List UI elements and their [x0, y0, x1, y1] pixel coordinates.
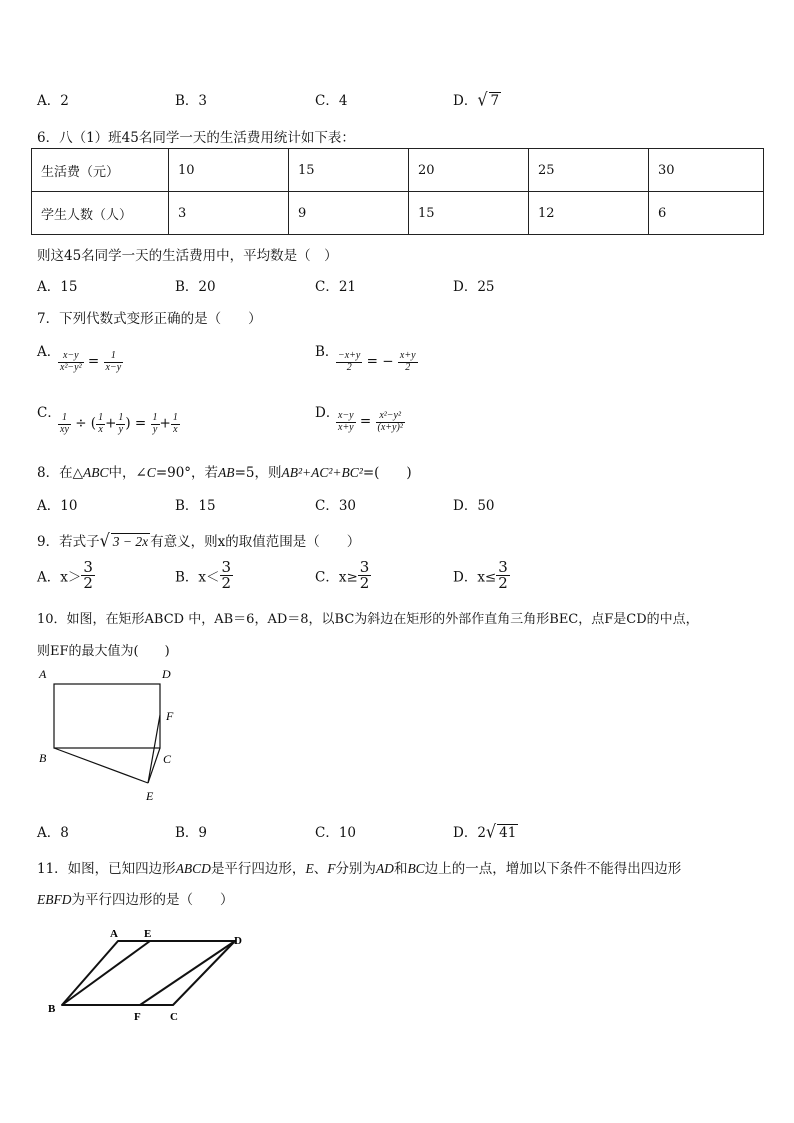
equals-sign: ) = — [125, 415, 147, 432]
q7-option-c-label[interactable]: C． — [37, 405, 61, 421]
q8-text: =5，则 — [234, 465, 282, 481]
table-cell: 10 — [169, 149, 289, 192]
fraction-numerator: 1 — [98, 412, 104, 423]
q9-option-label: C．x≥ — [315, 569, 358, 586]
fraction-numerator: 1 — [172, 412, 178, 423]
q6-stem: 6．八（1）班45名同学一天的生活费用统计如下表： — [37, 130, 355, 146]
fraction-numerator: 1 — [118, 412, 124, 423]
parallelogram-abcd — [62, 941, 235, 1005]
q8-text: 中，∠ — [108, 465, 147, 481]
q10-option-c[interactable]: C．10 — [315, 825, 357, 841]
q7-option-a-label[interactable]: A． — [37, 344, 61, 360]
q10-option-d-label: D．2 — [453, 825, 486, 841]
q7-option-b-expr — [336, 351, 418, 373]
q5-option-b[interactable]: B．3 — [175, 93, 208, 109]
q6-option-a[interactable]: A．15 — [37, 279, 78, 295]
q5-option-c[interactable]: C．4 — [315, 93, 348, 109]
q10-rectangle-figure — [30, 662, 200, 812]
segment-eb — [62, 941, 150, 1005]
table-row — [32, 149, 764, 192]
q11-text: 和 — [393, 861, 408, 877]
q11-text: 11．如图，已知四边形 — [37, 861, 176, 877]
fraction-denominator: x−y — [105, 361, 122, 373]
segment-ce — [148, 748, 160, 783]
fraction-numerator: 3 — [83, 558, 93, 576]
table-row — [32, 192, 764, 235]
sqrt-symbol-icon: √ — [477, 89, 488, 110]
table-cell: 学生人数（人） — [32, 192, 169, 235]
segment-be — [54, 748, 148, 783]
q11-side-name: BC — [407, 861, 425, 876]
q9-option-b[interactable] — [175, 560, 233, 591]
fraction-denominator: (x+y)² — [377, 421, 403, 433]
point-label: C — [163, 752, 172, 766]
point-label: D — [162, 667, 171, 681]
q8-option-c[interactable]: C．30 — [315, 498, 357, 514]
fraction-denominator: 2 — [346, 361, 352, 373]
q7-option-b-label[interactable]: B． — [315, 344, 339, 360]
q7-option-d-expr — [336, 411, 405, 433]
q8-stem — [37, 461, 412, 481]
segment-fe — [148, 715, 160, 783]
point-label: D — [234, 935, 242, 947]
point-label: F — [166, 709, 174, 723]
equals-sign: = — [359, 413, 372, 430]
point-label: F — [134, 1011, 141, 1023]
fraction-denominator: 2 — [83, 574, 93, 592]
q5-option-a[interactable]: A．2 — [37, 93, 69, 109]
q6-option-c[interactable]: C．21 — [315, 279, 357, 295]
q11-text: 分别为 — [335, 861, 376, 877]
fraction-numerator: 1 — [58, 413, 71, 425]
q8-text: =( ) — [362, 465, 412, 481]
q10-option-d-radicand: 41 — [499, 825, 517, 841]
fraction-numerator: 1 — [152, 412, 158, 423]
q11-text: 、 — [313, 861, 328, 877]
fraction-numerator: 3 — [498, 558, 508, 576]
q9-option-label: D．x≤ — [453, 569, 497, 586]
q9-option-d[interactable] — [453, 560, 510, 591]
table-cell: 12 — [529, 192, 649, 235]
table-cell: 30 — [649, 149, 764, 192]
plus-sign: + — [159, 415, 171, 432]
fraction-denominator: 2 — [498, 574, 508, 592]
point-label: C — [170, 1011, 178, 1023]
fraction-numerator: x²−y² — [376, 411, 405, 423]
q11-stem-line2 — [37, 888, 234, 908]
fraction-numerator: x−y — [338, 410, 354, 421]
point-label: E — [146, 789, 154, 803]
q10-option-b[interactable]: B．9 — [175, 825, 208, 841]
fraction-denominator: x²−y² — [60, 361, 82, 373]
q8-option-d[interactable]: D．50 — [453, 498, 495, 514]
q8-segment-name: AB — [218, 465, 235, 480]
table-cell: 20 — [409, 149, 529, 192]
q11-quad-name: EBFD — [37, 892, 72, 907]
segment-df — [140, 941, 235, 1005]
fraction-denominator: 2 — [405, 361, 411, 373]
q7-stem: 7．下列代数式变形正确的是（ ） — [37, 311, 262, 327]
q7-option-d-label[interactable]: D． — [315, 405, 340, 421]
q8-triangle-name: ABC — [82, 465, 109, 480]
q6-question: 则这45名同学一天的生活费用中，平均数是（ ） — [37, 248, 338, 264]
q5-option-d-radicand: 7 — [490, 93, 500, 109]
q9-option-a[interactable] — [37, 560, 95, 591]
q11-text: 边上的一点，增加以下条件不能得出四边形 — [424, 861, 682, 877]
q8-expression: AB²+AC²+BC² — [281, 465, 363, 480]
q9-option-label: B．x＜ — [175, 569, 220, 586]
q7-option-a-expr — [58, 351, 123, 373]
q10-option-a[interactable]: A．8 — [37, 825, 69, 841]
q8-text: =90°，若 — [155, 465, 219, 481]
fraction-denominator: x — [98, 423, 103, 435]
equals-sign: = — [87, 353, 100, 370]
table-cell: 3 — [169, 192, 289, 235]
q5-option-d-label: D． — [453, 93, 478, 109]
q11-point-name: E — [305, 861, 314, 876]
q10-stem-line2: 则EF的最大值为( ) — [37, 644, 170, 659]
fraction-numerator: x−y — [58, 351, 84, 363]
q6-option-d[interactable]: D．25 — [453, 279, 495, 295]
table-cell: 6 — [649, 192, 764, 235]
fraction-denominator: x — [173, 423, 178, 435]
q11-parallelogram-figure — [40, 922, 260, 1027]
equals-minus-sign: = − — [366, 353, 394, 370]
fraction-denominator: 2 — [221, 574, 232, 592]
q9-stem — [37, 530, 360, 550]
sqrt-symbol-icon: √ — [485, 821, 497, 842]
q9-option-label: A．x＞ — [37, 569, 82, 586]
q9-option-c[interactable] — [315, 560, 371, 591]
plus-sign: + — [105, 415, 117, 432]
q11-text: 是平行四边形， — [210, 861, 306, 877]
fraction-numerator: 3 — [359, 558, 370, 576]
fraction-numerator: x+y — [399, 350, 416, 361]
point-label: A — [110, 928, 118, 940]
point-label: A — [39, 667, 47, 681]
sqrt-symbol-icon: √ — [99, 530, 110, 551]
table-cell: 15 — [289, 149, 409, 192]
q10-option-d[interactable] — [453, 821, 518, 841]
fraction-denominator: x+y — [338, 421, 354, 433]
point-label: E — [144, 928, 152, 940]
q8-angle-name: C — [146, 465, 156, 480]
fraction-denominator: y — [118, 423, 124, 435]
point-label: B — [39, 751, 47, 765]
q6-table — [31, 148, 764, 235]
q9-radicand: 3 − 2x — [112, 534, 149, 549]
q8-option-a[interactable]: A．10 — [37, 498, 78, 514]
q11-quad-name: ABCD — [175, 861, 211, 876]
fraction-numerator: 1 — [104, 351, 124, 363]
q7-option-c-expr — [58, 413, 180, 435]
q9-text: 有意义，则x的取值范围是（ ） — [150, 534, 361, 550]
fraction-denominator: xy — [60, 423, 69, 435]
divide-sign: ÷ ( — [75, 415, 97, 432]
q8-option-b[interactable]: B．15 — [175, 498, 216, 514]
point-label: B — [48, 1003, 56, 1015]
q11-point-name: F — [327, 861, 336, 876]
q6-option-b[interactable]: B．20 — [175, 279, 216, 295]
q8-text: 8．在△ — [37, 465, 83, 481]
table-cell: 9 — [289, 192, 409, 235]
fraction-numerator: 3 — [221, 558, 232, 576]
table-cell: 25 — [529, 149, 649, 192]
q11-text: 为平行四边形的是（ ） — [71, 892, 234, 908]
q5-option-d[interactable] — [453, 89, 501, 109]
table-cell: 15 — [409, 192, 529, 235]
q9-text: 9．若式子 — [37, 534, 100, 550]
fraction-numerator: −x+y — [338, 350, 361, 361]
fraction-denominator: y — [152, 423, 158, 435]
q11-stem-line1 — [37, 857, 681, 877]
q11-side-name: AD — [375, 861, 394, 876]
q10-stem-line1: 10．如图，在矩形ABCD 中，AB＝6，AD＝8，以BC为斜边在矩形的外部作直角三角形BEC，点F是CD的中点， — [37, 612, 699, 627]
table-cell: 生活费（元） — [32, 149, 169, 192]
rectangle-abcd — [54, 684, 160, 748]
fraction-denominator: 2 — [359, 574, 370, 592]
